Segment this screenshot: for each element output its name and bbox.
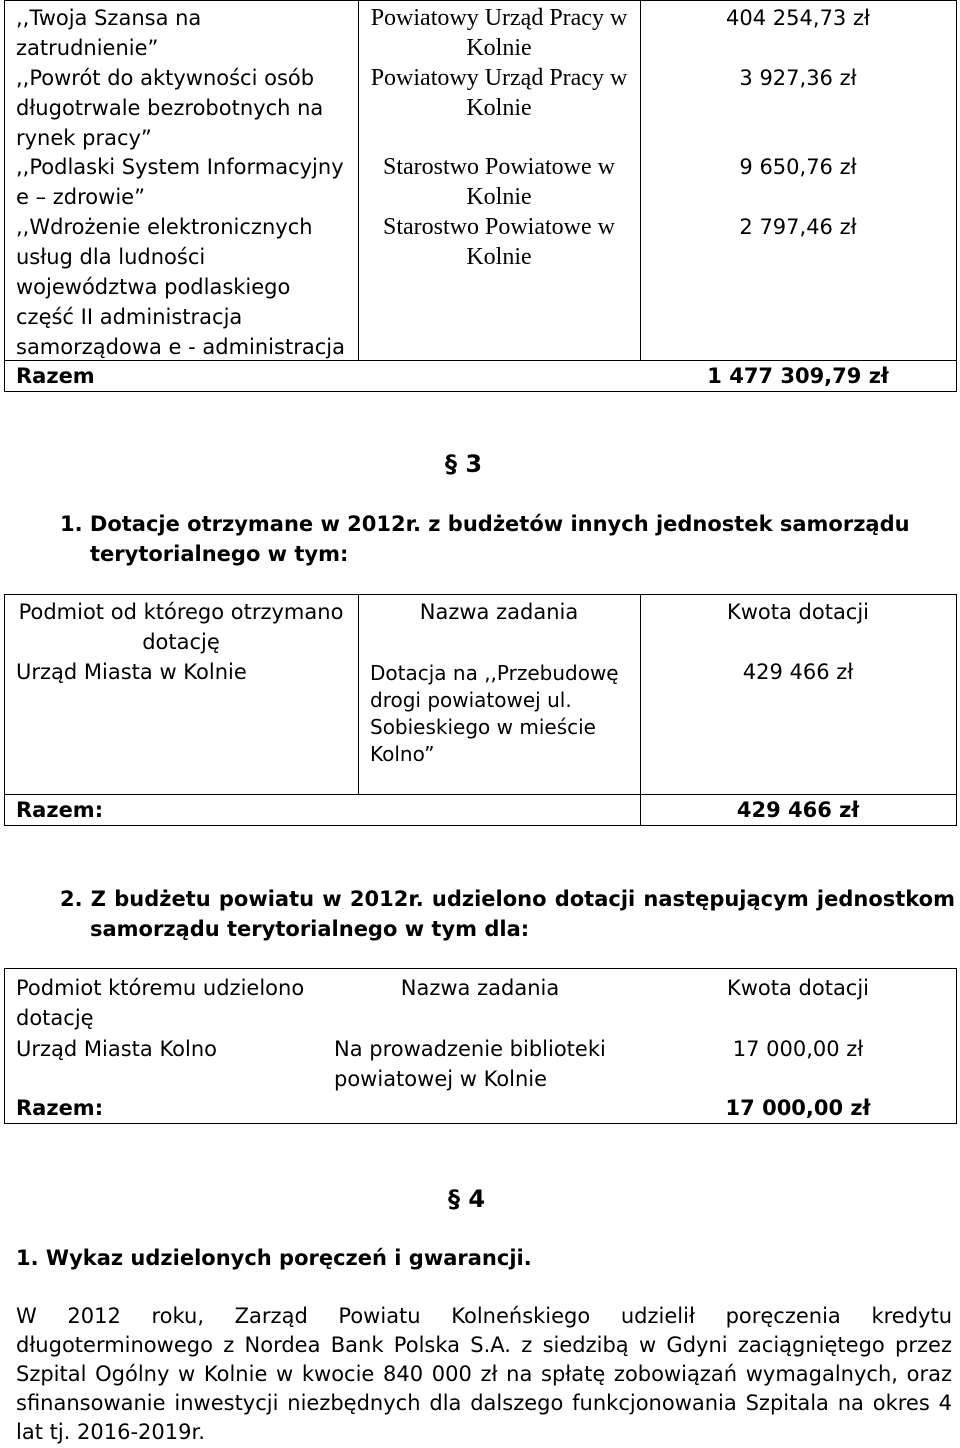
table-border <box>4 391 957 392</box>
table-border <box>956 0 957 392</box>
table-border <box>956 594 957 826</box>
grant-entity: Urząd Miasta w Kolnie <box>16 660 247 684</box>
total-label: Razem: <box>16 798 104 822</box>
section-heading: § 4 <box>448 1185 486 1213</box>
grant-amount: 17 000,00 zł <box>732 1037 864 1061</box>
project-entity: Starostwo Powiatowe w Kolnie <box>383 214 615 270</box>
column-header: Podmiot od którego otrzymano dotację <box>18 600 344 654</box>
table-border <box>4 825 957 826</box>
item-title-text: 2. Z budżetu powiatu w 2012r. udzielono dotacji następującym jednostkom samorządu terytorialnego w tym dla: <box>60 887 955 941</box>
project-entity: Powiatowy Urząd Pracy w Kolnie <box>370 5 628 61</box>
table-border <box>640 594 641 826</box>
project-name: ,,Twoja Szansa na zatrudnienie” <box>16 6 202 60</box>
total-value: 429 466 zł <box>736 798 860 822</box>
grant-task: Na prowadzenie biblioteki powiatowej w Kolnie <box>334 1037 606 1091</box>
table-border <box>4 0 957 1</box>
project-amount: 2 797,46 zł <box>739 215 857 239</box>
item-title-text: 1. Dotacje otrzymane w 2012r. z budżetów innych jednostek samorządu terytorialnego w tym: <box>60 512 910 566</box>
table-border <box>4 968 957 969</box>
table-border <box>4 0 5 392</box>
project-entity: Powiatowy Urząd Pracy w Kolnie <box>370 65 628 121</box>
project-amount: 3 927,36 zł <box>739 66 857 90</box>
total-value: 1 477 309,79 zł <box>707 364 889 388</box>
column-header: Podmiot któremu udzielono dotację <box>16 976 305 1030</box>
item-title <box>60 509 955 569</box>
total-value: 17 000,00 zł <box>725 1096 871 1120</box>
grant-amount: 429 466 zł <box>742 660 854 684</box>
project-amount: 404 254,73 zł <box>726 6 870 30</box>
project-name: ,,Podlaski System Informacyjny e – zdrowie” <box>16 155 344 209</box>
table-border <box>358 0 359 360</box>
item-title <box>60 884 955 944</box>
table-border <box>956 968 957 1124</box>
column-header: Kwota dotacji <box>726 976 870 1000</box>
total-label: Razem <box>16 364 95 388</box>
total-label: Razem: <box>16 1096 104 1120</box>
guarantee-paragraph: W 2012 roku, Zarząd Powiatu Kolneńskiego udzielił poręczenia kredytu długoterminowego z Nordea Bank Polska S.A. z siedzibą w Gdyni zaciągniętego przez Szpital Ogólny w Kolnie w kwocie 840 000 zł na spłatę zobowiązań wymagalnych, oraz sfinansowanie inwestycji niezbędnych dla dalszego funkcjonowania Szpitala na okres 4 lat tj. 2016-2019r. <box>16 1304 952 1444</box>
project-amount: 9 650,76 zł <box>739 155 857 179</box>
project-entity: Starostwo Powiatowe w Kolnie <box>383 154 615 210</box>
grant-task: Dotacja na ,,Przebudowę drogi powiatowej ul. Sobieskiego w mieście Kolno” <box>370 661 619 766</box>
table-border <box>4 594 957 595</box>
column-header: Nazwa zadania <box>400 976 560 1000</box>
project-name: ,,Wdrożenie elektronicznych usług dla ludności województwa podlaskiego część II administracja samorządowa e - administracja <box>16 215 345 359</box>
project-name: ,,Powrót do aktywności osób długotrwale bezrobotnych na rynek pracy” <box>16 66 324 150</box>
column-header: Kwota dotacji <box>726 600 870 624</box>
item-title: 1. Wykaz udzielonych poręczeń i gwarancji. <box>16 1246 532 1270</box>
section-heading: § 3 <box>445 450 483 478</box>
table-border <box>4 968 5 1124</box>
grant-entity: Urząd Miasta Kolno <box>16 1037 218 1061</box>
column-header: Nazwa zadania <box>419 600 579 624</box>
table-border <box>4 1123 957 1124</box>
